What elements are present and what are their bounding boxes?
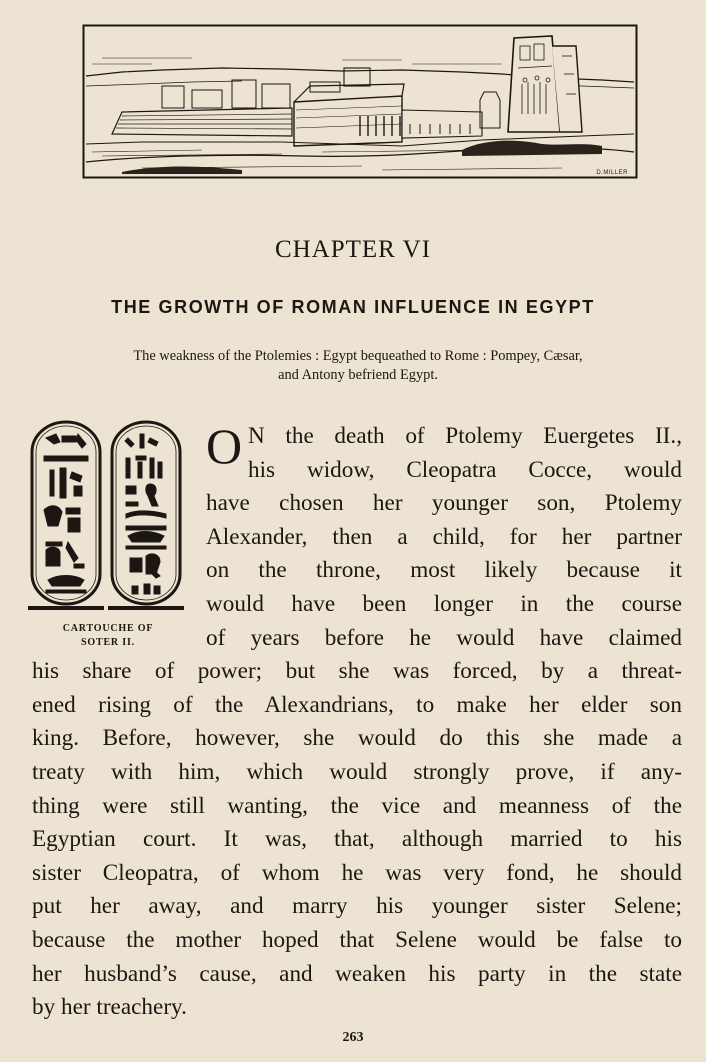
chapter-summary — [30, 347, 686, 385]
text-line: Alexander, then a child, for her partner — [206, 523, 682, 550]
text-line: on the throne, most likely because it — [206, 557, 682, 584]
text-line: thing were still wanting, the vice and meanness of the — [32, 792, 682, 819]
text-line: of years before he would have claimed — [206, 624, 682, 651]
summary-line: The weakness of the Ptolemies : Egypt bequeathed to Rome : Pompey, Cæsar, — [133, 348, 583, 364]
summary-line: and Antony befriend Egypt. — [278, 367, 438, 383]
text-line: by her treachery. — [32, 994, 187, 1021]
artist-signature: D.MILLER — [596, 170, 628, 176]
text-line: N the death of Ptolemy Euergetes II., — [248, 423, 682, 449]
text-line: his share of power; but she was forced, by a threat- — [32, 658, 682, 685]
text-line: have chosen her younger son, Ptolemy — [206, 490, 682, 517]
chapter-number: CHAPTER VI — [274, 236, 432, 263]
text-line: king. Before, however, she would do this she made a — [32, 725, 682, 752]
text-line: Egyptian court. It was, that, although married to his — [32, 826, 682, 853]
text-line: ened rising of the Alexandrians, to make her elder son — [32, 691, 682, 718]
text-line: treaty with him, which would strongly prove, if any- — [32, 758, 682, 785]
text-line: put her away, and marry his younger sister Selene; — [32, 893, 682, 920]
text-line: because the mother hoped that Selene would be false to — [32, 926, 682, 953]
drop-cap: O — [206, 418, 243, 474]
text-line: sister Cleopatra, of whom he was very fond, he should — [32, 859, 682, 886]
caption-line: CARTOUCHE OF — [62, 623, 154, 634]
text-line: would have been longer in the course — [206, 590, 682, 617]
body-paragraph — [32, 420, 682, 1025]
caption-line: SOTER II. — [81, 637, 135, 648]
chapter-title: THE GROWTH OF ROMAN INFLUENCE IN EGYPT — [111, 297, 595, 317]
text-line: his widow, Cleopatra Cocce, would — [248, 456, 682, 483]
text-line: her husband’s cause, and weaken his party in the state — [32, 960, 682, 987]
headpiece-illustration — [82, 24, 638, 180]
temple-engraving — [82, 24, 638, 180]
page-number: 263 — [342, 1030, 364, 1045]
